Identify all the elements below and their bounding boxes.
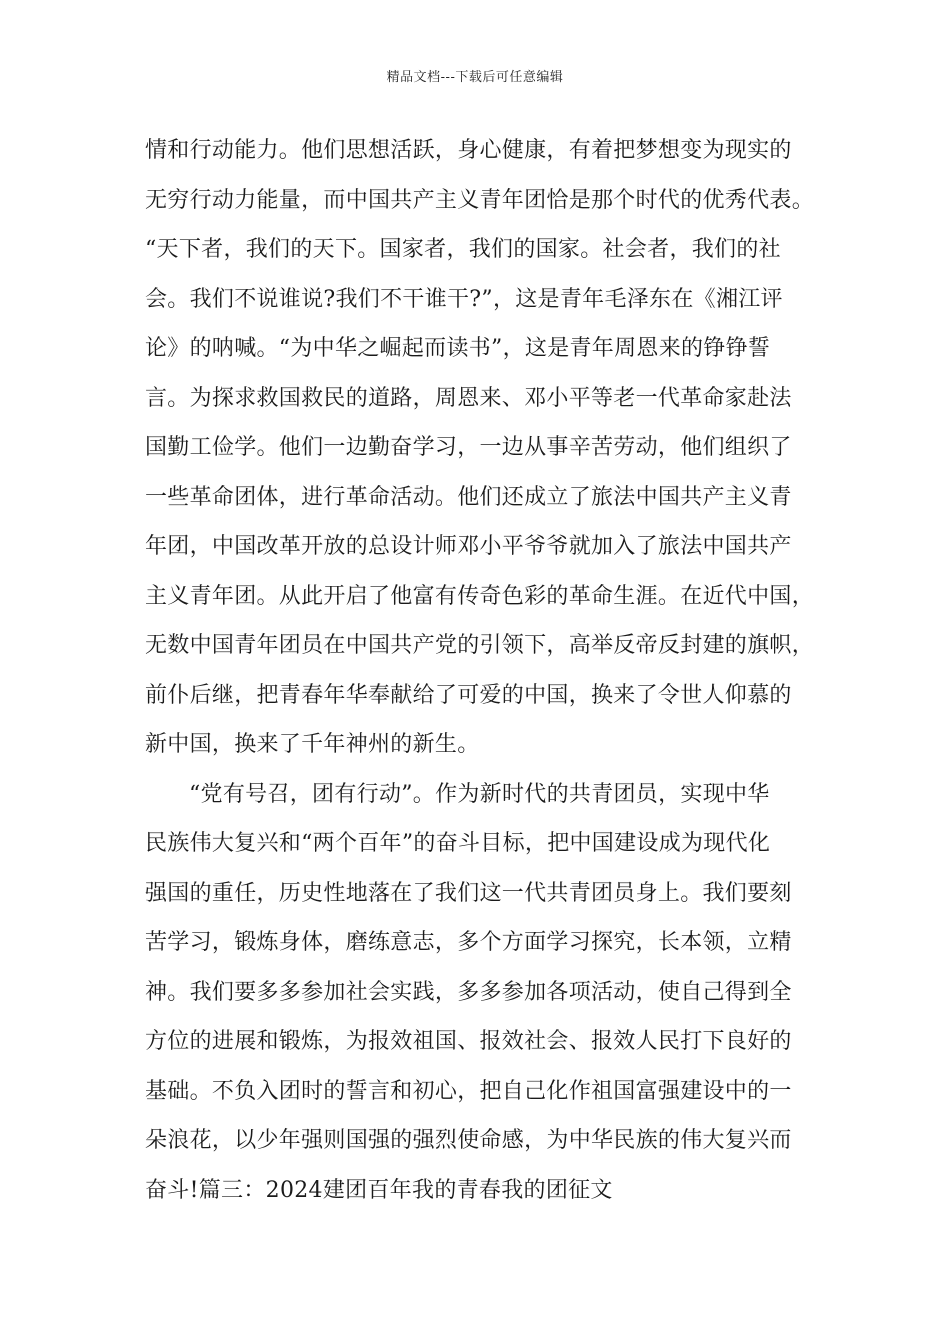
- body-text: [145, 126, 815, 1215]
- text-line: 神。我们要多多参加社会实践，多多参加各项活动，使自己得到全: [145, 979, 792, 1005]
- text-line: 国勤工俭学。他们一边勤奋学习，一边从事辛苦劳动，他们组织了: [145, 435, 792, 460]
- text-line: 强国的重任，历史性地落在了我们这一代共青团员身上。我们要刻: [145, 880, 792, 906]
- text-line: 民族伟大复兴和“两个百年”的奋斗目标，把中国建设成为现代化: [145, 831, 771, 856]
- text-line: 会。我们不说谁说?我们不干谁干?”，这是青年毛泽东在《湘江评: [145, 286, 783, 312]
- paragraph-first-line: “党有号召，团有行动”。作为新时代的共青团员，实现中华: [189, 781, 770, 807]
- text-line: 年团，中国改革开放的总设计师邓小平爷爷就加入了旅法中国共产: [145, 534, 792, 559]
- text-line: 无穷行动力能量，而中国共产主义青年团恰是那个时代的优秀代表。: [145, 187, 815, 213]
- text-line: 方位的进展和锻炼，为报效祖国、报效社会、报效人民打下良好的: [145, 1029, 792, 1054]
- text-line: 主义青年团。从此开启了他富有传奇色彩的革命生涯。在近代中国，: [145, 583, 815, 609]
- text-line: “天下者，我们的天下。国家者，我们的国家。社会者，我们的社: [145, 237, 781, 262]
- text-line: 奋斗!篇三：2024建团百年我的青春我的团征文: [145, 1177, 613, 1203]
- text-line: 朵浪花，以少年强则国强的强烈使命感，为中华民族的伟大复兴而: [145, 1128, 792, 1153]
- text-line: 无数中国青年团员在中国共产党的引领下，高举反帝反封建的旗帜，: [145, 633, 815, 658]
- text-line: 前仆后继，把青春年华奉献给了可爱的中国，换来了令世人仰慕的: [145, 682, 792, 708]
- text-line: 一些革命团体，进行革命活动。他们还成立了旅法中国共产主义青: [145, 484, 792, 510]
- text-line: 新中国，换来了千年神州的新生。: [145, 732, 480, 757]
- text-line: 情和行动能力。他们思想活跃，身心健康，有着把梦想变为现实的: [145, 138, 792, 163]
- text-line: 言。为探求救国救民的道路，周恩来、邓小平等老一代革命家赴法: [145, 385, 792, 411]
- text-line: 论》的呐喊。“为中华之崛起而读书”，这是青年周恩来的铮铮誓: [145, 336, 771, 361]
- text-line: 苦学习，锻炼身体，磨练意志，多个方面学习探究，长本领，立精: [145, 930, 792, 955]
- page-header: 精品文档---下载后可任意编辑: [386, 70, 564, 85]
- text-line: 基础。不负入团时的誓言和初心，把自己化作祖国富强建设中的一: [145, 1078, 792, 1104]
